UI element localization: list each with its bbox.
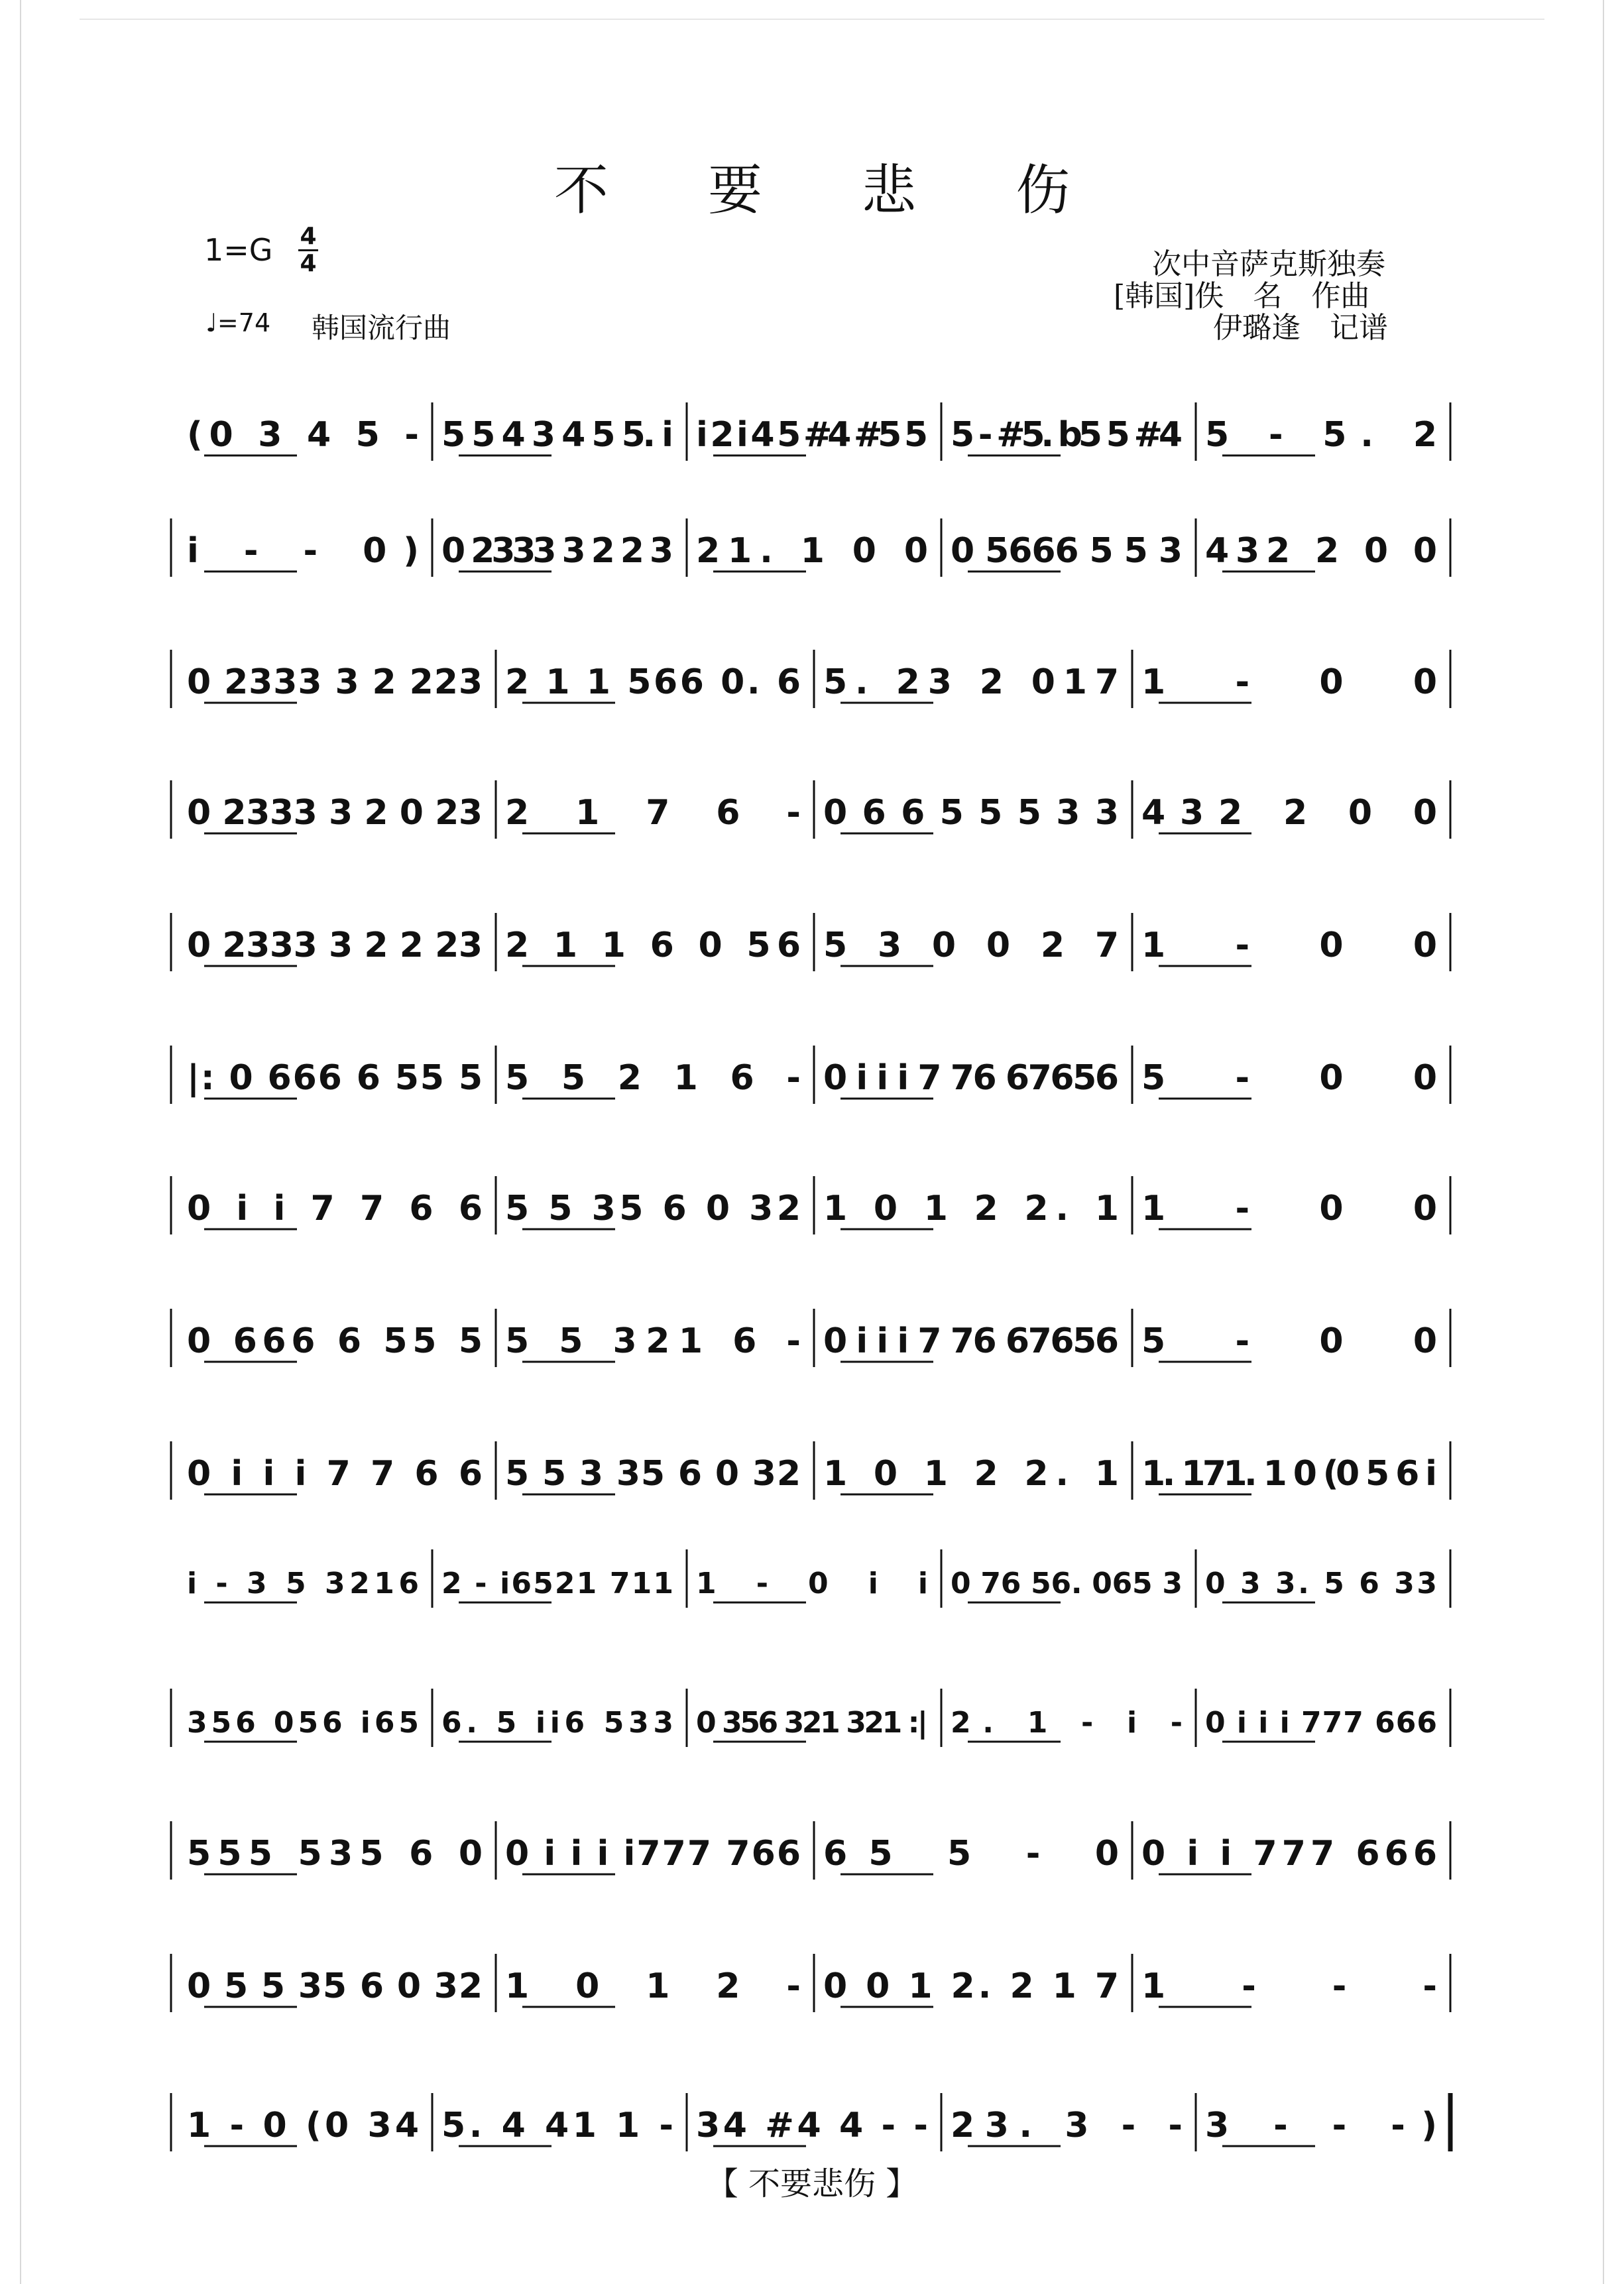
time-signature-top: 4: [300, 223, 317, 250]
measure-notes: 0 2333 3 2 0 23: [187, 793, 483, 833]
genre-label: 韩国流行曲: [312, 312, 451, 344]
measure-notes: 23. 3 - -: [951, 2106, 1183, 2145]
measure-notes: 0 i i i i777 766: [505, 1834, 801, 1874]
measure-notes: 432 2 0 0: [1141, 793, 1437, 833]
measure-notes: i - 3 5 3216: [187, 1567, 419, 1600]
measure-notes: 6. 5 ii6 533: [441, 1706, 673, 1740]
tempo-marking: ♩=74: [205, 308, 271, 337]
measure-notes: 0 5 5 35 6 0 32: [187, 1966, 483, 2006]
measure-notes: 2. 1 - i -: [951, 1706, 1183, 1740]
measure-notes: 0 5666 5 5 3: [951, 531, 1183, 571]
measure-notes: 1 0 1 2 2. 1: [823, 1454, 1119, 1494]
key-signature: 1=G: [204, 232, 273, 268]
score-title: 不 要 悲 伤: [553, 159, 1112, 222]
score-line: [171, 402, 1450, 461]
score-line: [171, 1821, 1450, 1880]
score-line: [171, 1549, 1450, 1608]
measure-notes: 2 - i6521 711: [441, 1567, 673, 1600]
footer-title: 【 不要悲伤 】: [706, 2165, 918, 2202]
measure-notes: 0 0 1 2. 2 1 7: [823, 1966, 1119, 2006]
measure-notes: 5 - 5. 2: [1205, 415, 1437, 455]
measure-notes: 0 3 3. 5 6 33: [1205, 1567, 1437, 1600]
measure-notes: 5 5 35 6 0 32: [505, 1189, 801, 1229]
measure-notes: 5. 23 2 017: [823, 662, 1119, 702]
measure-notes: |: 0 666 6 55 5: [187, 1058, 483, 1098]
measure-notes: 0 2333 3 2 223: [187, 662, 483, 702]
measure-notes: 1 - 0 (0 34: [187, 2106, 419, 2145]
measure-notes: i - - 0): [187, 531, 419, 571]
measure-notes: 1 0 1 2 2. 1: [823, 1189, 1119, 1229]
measure-notes: 356 056 i65: [187, 1706, 419, 1740]
measure-notes: 0 i i i 777 666: [1205, 1706, 1437, 1740]
measure-notes: 1 0 1 2 -: [505, 1966, 801, 2006]
composer-credit: [韩国]佚 名 作曲: [1114, 279, 1370, 313]
measure-notes: 2 1 1 566 0. 6: [505, 662, 801, 702]
measure-notes: 0 i i i 7 76 67656: [823, 1321, 1119, 1361]
measure-notes: 1 - 0 0: [1141, 662, 1437, 702]
measure-notes: 5 5 4 3 4 5 5. i: [441, 415, 673, 455]
measure-notes: 5 - 0 0: [1141, 1058, 1437, 1098]
measure-notes: 0 666 6 55 5: [187, 1321, 483, 1361]
measure-notes: 0 356 321 321 :|: [696, 1706, 928, 1740]
measure-notes: 21. 1 0 0: [696, 531, 928, 571]
measure-notes: 5 - 0 0: [1141, 1321, 1437, 1361]
score-line: [171, 1309, 1450, 1367]
measure-notes: 5 5 321 6 -: [505, 1321, 801, 1361]
measure-notes: 5 3 0 0 2 7: [823, 926, 1119, 965]
instrument-credit: 次中音萨克斯独奏: [1152, 247, 1385, 281]
measure-notes: 0 i i i 7 7 6 6: [187, 1454, 483, 1494]
score-line: [171, 1176, 1450, 1234]
time-signature-bottom: 4: [300, 250, 317, 277]
measure-notes: 0 2333 3 2 2 23: [187, 926, 483, 965]
measure-notes: 0 i i 7 7 6 6: [187, 1189, 483, 1229]
measure-notes: 34 #4 4 - -: [696, 2106, 928, 2145]
score-line: [171, 1954, 1450, 2012]
score-line: [171, 2093, 1450, 2151]
score-line: [171, 780, 1450, 839]
measure-notes: 1 - - -: [1141, 1966, 1437, 2006]
measure-notes: 5 5 2 1 6 -: [505, 1058, 801, 1098]
measure-notes: 2 1 7 6 -: [505, 793, 801, 833]
measure-notes: 1. 171. 1 0 (0 5 6 i: [1141, 1454, 1437, 1494]
measure-notes: 1 - 0 0: [1141, 1189, 1437, 1229]
measure-notes: 5 - #5. b5 5 #4: [951, 415, 1183, 455]
measure-notes: 1 - 0 0: [1141, 926, 1437, 965]
score-line: [171, 913, 1450, 971]
score-line: [171, 1689, 1450, 1747]
measure-notes: 2 1 1 6 0 56: [505, 926, 801, 965]
measure-notes: 65 5 - 0: [823, 1834, 1119, 1874]
measure-notes: (0 3 4 5 -: [187, 415, 419, 455]
measure-notes: 5. 4 41 1 -: [441, 2106, 673, 2145]
measure-notes: 432 2 0 0: [1205, 531, 1437, 571]
measure-notes: 0 6 6 5 5 5 3 3: [823, 793, 1119, 833]
measure-notes: 0 i i 777 666: [1141, 1834, 1437, 1874]
measure-notes: 0 i i i 7 76 67656: [823, 1058, 1119, 1098]
score-line: [171, 1441, 1450, 1500]
score-line: [171, 650, 1450, 708]
measure-notes: 0 76 56. 065 3: [951, 1567, 1183, 1600]
measure-notes: 3 - - -): [1205, 2106, 1437, 2145]
score-line: [171, 518, 1450, 577]
measure-notes: 555 535 6 0: [187, 1834, 483, 1874]
measure-notes: 0 2333 3 2 2 3: [441, 531, 673, 571]
measure-notes: i 2 i 4 5 #4 #5 5: [696, 415, 928, 455]
score-line: [171, 1046, 1450, 1104]
measure-notes: 5 5 3 35 6 0 32: [505, 1454, 801, 1494]
measure-notes: 1 - 0 i i: [696, 1567, 928, 1600]
transcriber-credit: 伊璐逢 记谱: [1213, 311, 1388, 345]
